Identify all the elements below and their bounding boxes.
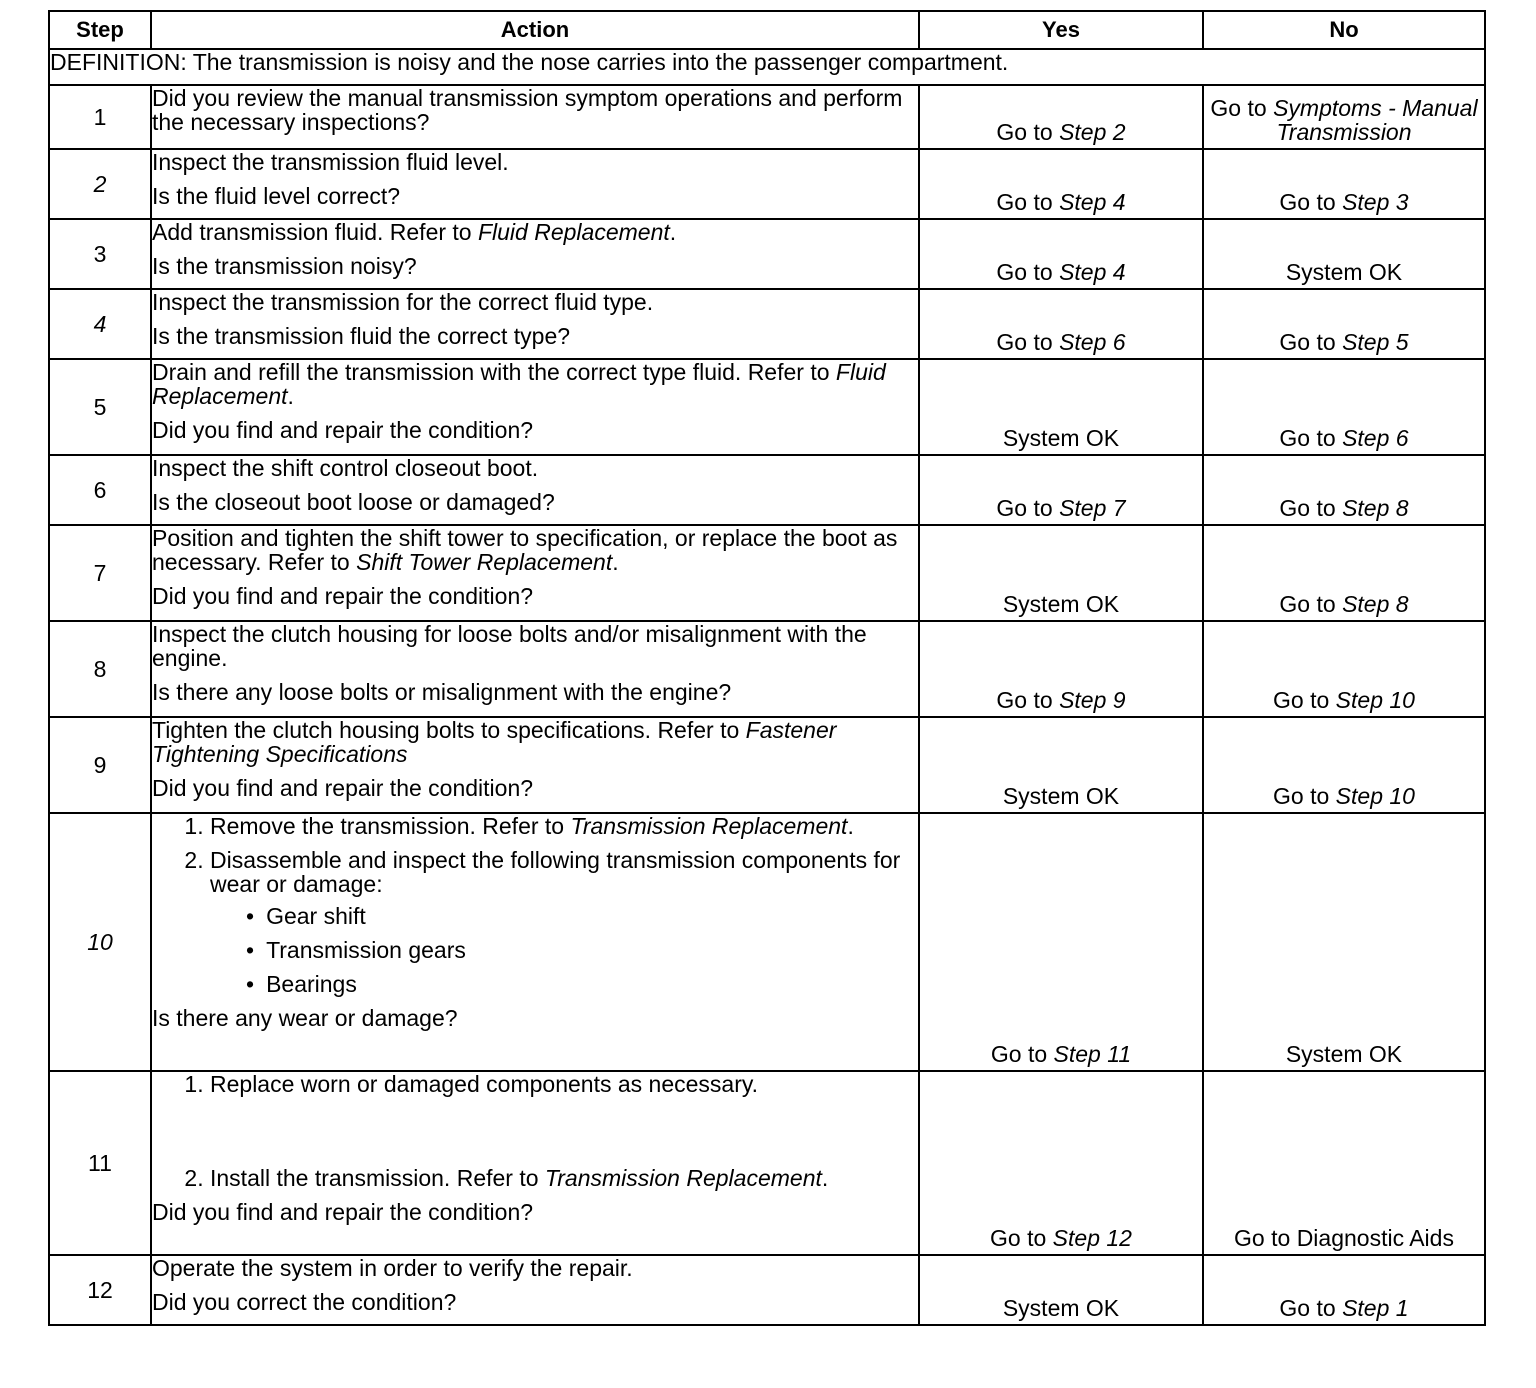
no-cell <box>1203 525 1485 621</box>
answer-text: System OK <box>1285 1041 1403 1067</box>
action-cell <box>151 621 919 717</box>
text-span: . <box>821 1165 829 1191</box>
step-number: 6 <box>49 455 151 525</box>
spacer <box>210 1106 918 1166</box>
action-step: 1. Replace worn or damaged components as necessary. <box>210 1072 918 1096</box>
answer-text: Go to <box>1279 591 1343 617</box>
table-row <box>49 621 1485 717</box>
answer-step-link[interactable]: Step 2 <box>1059 119 1126 145</box>
table-row <box>49 85 1485 149</box>
text-span: . <box>847 813 854 839</box>
answer-step-link[interactable]: Step 5 <box>1342 329 1409 355</box>
text-span: Add transmission fluid. Refer to <box>152 219 478 245</box>
answer-step-link[interactable]: Step 4 <box>1059 189 1126 215</box>
no-cell <box>1203 289 1485 359</box>
text-span: Inspect the shift control closeout boot. <box>152 455 539 481</box>
table-row <box>49 149 1485 219</box>
reference-link[interactable]: Transmission Replacement <box>544 1165 822 1191</box>
step-number: 11 <box>49 1071 151 1255</box>
text-span: Did you review the manual transmission symptom operations and perform the necessary inspections? <box>152 85 903 135</box>
header-action: Action <box>151 11 919 49</box>
action-cell <box>151 85 919 149</box>
answer-text: System OK <box>1285 259 1403 285</box>
no-cell <box>1203 85 1485 149</box>
action-cell <box>151 455 919 525</box>
answer-text: Go to <box>1279 329 1343 355</box>
component-item: • Transmission gears <box>246 938 918 962</box>
step-number: 5 <box>49 359 151 455</box>
action-text <box>152 718 918 766</box>
definition-text: DEFINITION: The transmission is noisy and the nose carries into the passenger compartment. <box>49 49 1485 85</box>
action-step <box>210 814 918 838</box>
question-text: Did you find and repair the condition? <box>152 775 534 801</box>
answer-text: Go to <box>990 1225 1053 1251</box>
answer-text: Go to <box>1273 687 1336 713</box>
table-row <box>49 717 1485 813</box>
step-number: 3 <box>49 219 151 289</box>
reference-link[interactable]: Transmission Replacement <box>570 813 848 839</box>
no-cell <box>1203 621 1485 717</box>
table-row <box>49 1255 1485 1325</box>
diagnostic-table <box>48 10 1486 1326</box>
yes-cell <box>919 289 1203 359</box>
question-text: Is the transmission fluid the correct type? <box>152 323 571 349</box>
answer-step-link[interactable]: Step 3 <box>1342 189 1409 215</box>
text-span: Drain and refill the transmission with the correct type fluid. Refer to <box>152 359 836 385</box>
yes-cell <box>919 717 1203 813</box>
action-steps-list <box>152 1072 918 1190</box>
text-span: Inspect the transmission fluid level. <box>152 149 509 175</box>
yes-cell <box>919 359 1203 455</box>
action-cell <box>151 219 919 289</box>
answer-step-link[interactable]: Step 7 <box>1059 495 1126 521</box>
reference-link[interactable]: Fluid Replacement <box>477 219 670 245</box>
text-span: Inspect the clutch housing for loose bolts and/or misalignment with the engine. <box>152 621 867 671</box>
action-text: Operate the system in order to verify the repair. <box>152 1255 633 1281</box>
action-step <box>210 1166 918 1190</box>
yes-cell <box>919 149 1203 219</box>
answer-text: Go to <box>1273 783 1336 809</box>
yes-cell <box>919 1255 1203 1325</box>
table-row <box>49 525 1485 621</box>
answer-text: Go to <box>996 687 1060 713</box>
text-span: Position and tighten the shift tower to specification, or replace the boot as necessary. Refer to <box>152 525 898 575</box>
table-row <box>49 813 1485 1071</box>
answer-text: Go to <box>1279 1295 1343 1321</box>
answer-text: System OK <box>1002 1295 1120 1321</box>
step-number: 10 <box>49 813 151 1071</box>
question-text: Did you find and repair the condition? <box>152 417 534 443</box>
answer-step-link[interactable]: Step 6 <box>1342 425 1409 451</box>
answer-step-link[interactable]: Symptoms - Manual Transmission <box>1273 95 1478 145</box>
no-cell <box>1203 813 1485 1071</box>
answer-step-link[interactable]: Step 10 <box>1335 783 1415 809</box>
action-text <box>152 622 918 670</box>
header-no: No <box>1203 11 1485 49</box>
question-text: Is there any loose bolts or misalignment with the engine? <box>152 679 732 705</box>
header-yes: Yes <box>919 11 1203 49</box>
yes-cell <box>919 525 1203 621</box>
yes-cell <box>919 85 1203 149</box>
answer-text: Go to <box>1210 95 1274 121</box>
answer-step-link[interactable]: Step 12 <box>1052 1225 1132 1251</box>
answer-text: System OK <box>1002 591 1120 617</box>
text-span: . <box>669 219 677 245</box>
step-number: 8 <box>49 621 151 717</box>
yes-cell <box>919 219 1203 289</box>
question-text: Is the closeout boot loose or damaged? <box>152 489 555 515</box>
action-text <box>152 360 918 408</box>
no-cell <box>1203 1071 1485 1255</box>
action-text <box>152 220 918 244</box>
answer-step-link[interactable]: Step 11 <box>1053 1041 1132 1067</box>
action-cell <box>151 289 919 359</box>
no-cell <box>1203 149 1485 219</box>
answer-text: System OK <box>1002 425 1120 451</box>
step-number: 12 <box>49 1255 151 1325</box>
definition-row <box>49 49 1485 85</box>
action-cell <box>151 813 919 1071</box>
table-row <box>49 1071 1485 1255</box>
answer-text: System OK <box>1002 783 1120 809</box>
question-text: Is the transmission noisy? <box>152 253 417 279</box>
answer-step-link[interactable]: Step 4 <box>1059 259 1126 285</box>
action-text <box>152 456 918 480</box>
text-span: Inspect the transmission for the correct fluid type. <box>152 289 654 315</box>
answer-text: Go to Diagnostic Aids <box>1234 1225 1454 1251</box>
action-steps-list <box>152 814 918 996</box>
step-number: 7 <box>49 525 151 621</box>
table-row <box>49 455 1485 525</box>
action-text <box>152 150 918 174</box>
step-number: 9 <box>49 717 151 813</box>
action-cell <box>151 1071 919 1255</box>
answer-step-link[interactable]: Step 1 <box>1342 1295 1409 1321</box>
component-item: • Bearings <box>246 972 918 996</box>
table-row <box>49 359 1485 455</box>
question-text: Did you find and repair the condition? <box>152 583 534 609</box>
action-text <box>152 86 918 134</box>
answer-text: Go to <box>996 329 1060 355</box>
answer-text: Go to <box>996 119 1060 145</box>
question-text: Did you find and repair the condition? <box>152 1199 534 1225</box>
answer-text: Go to <box>1279 189 1343 215</box>
yes-cell <box>919 813 1203 1071</box>
answer-text: Go to <box>996 189 1060 215</box>
action-cell <box>151 525 919 621</box>
reference-link[interactable]: Fluid Replacement <box>152 359 886 409</box>
step-number: 1 <box>49 85 151 149</box>
header-row <box>49 11 1485 49</box>
answer-text: Go to <box>1279 495 1343 521</box>
answer-text: Go to <box>996 495 1060 521</box>
reference-link[interactable]: Shift Tower Replacement <box>356 549 613 575</box>
question-text: Is there any wear or damage? <box>152 1005 458 1031</box>
text-span: Disassemble and inspect the following transmission components for wear or damage: <box>210 847 901 897</box>
table-row <box>49 219 1485 289</box>
component-list <box>210 904 918 996</box>
answer-text: Go to <box>990 1041 1054 1067</box>
answer-step-link[interactable]: Step 8 <box>1342 495 1409 521</box>
question-text: Is the fluid level correct? <box>152 183 401 209</box>
no-cell <box>1203 359 1485 455</box>
text-span: . <box>287 383 294 409</box>
no-cell <box>1203 219 1485 289</box>
answer-step-link[interactable]: Step 8 <box>1342 591 1409 617</box>
text-span: Install the transmission. Refer to <box>210 1165 545 1191</box>
answer-step-link[interactable]: Step 9 <box>1059 687 1126 713</box>
yes-cell <box>919 621 1203 717</box>
table-row <box>49 289 1485 359</box>
action-cell <box>151 1255 919 1325</box>
no-cell <box>1203 1255 1485 1325</box>
text-span: Remove the transmission. Refer to <box>210 813 571 839</box>
action-step <box>210 848 918 996</box>
reference-link[interactable]: Fastener Tightening Specifications <box>152 717 837 767</box>
yes-cell <box>919 1071 1203 1255</box>
answer-step-link[interactable]: Step 6 <box>1059 329 1126 355</box>
component-item: • Gear shift <box>246 904 918 928</box>
action-text <box>152 526 918 574</box>
answer-text: Go to <box>996 259 1060 285</box>
action-text <box>152 290 918 314</box>
text-span: . <box>612 549 619 575</box>
question-text: Did you correct the condition? <box>152 1289 457 1315</box>
no-cell <box>1203 455 1485 525</box>
action-cell <box>151 359 919 455</box>
yes-cell <box>919 455 1203 525</box>
action-cell <box>151 717 919 813</box>
answer-step-link[interactable]: Step 10 <box>1335 687 1415 713</box>
action-cell <box>151 149 919 219</box>
no-cell <box>1203 717 1485 813</box>
answer-text: Go to <box>1279 425 1343 451</box>
step-number: 4 <box>49 289 151 359</box>
header-step: Step <box>49 11 151 49</box>
step-number: 2 <box>49 149 151 219</box>
text-span: Tighten the clutch housing bolts to specifications. Refer to <box>152 717 746 743</box>
